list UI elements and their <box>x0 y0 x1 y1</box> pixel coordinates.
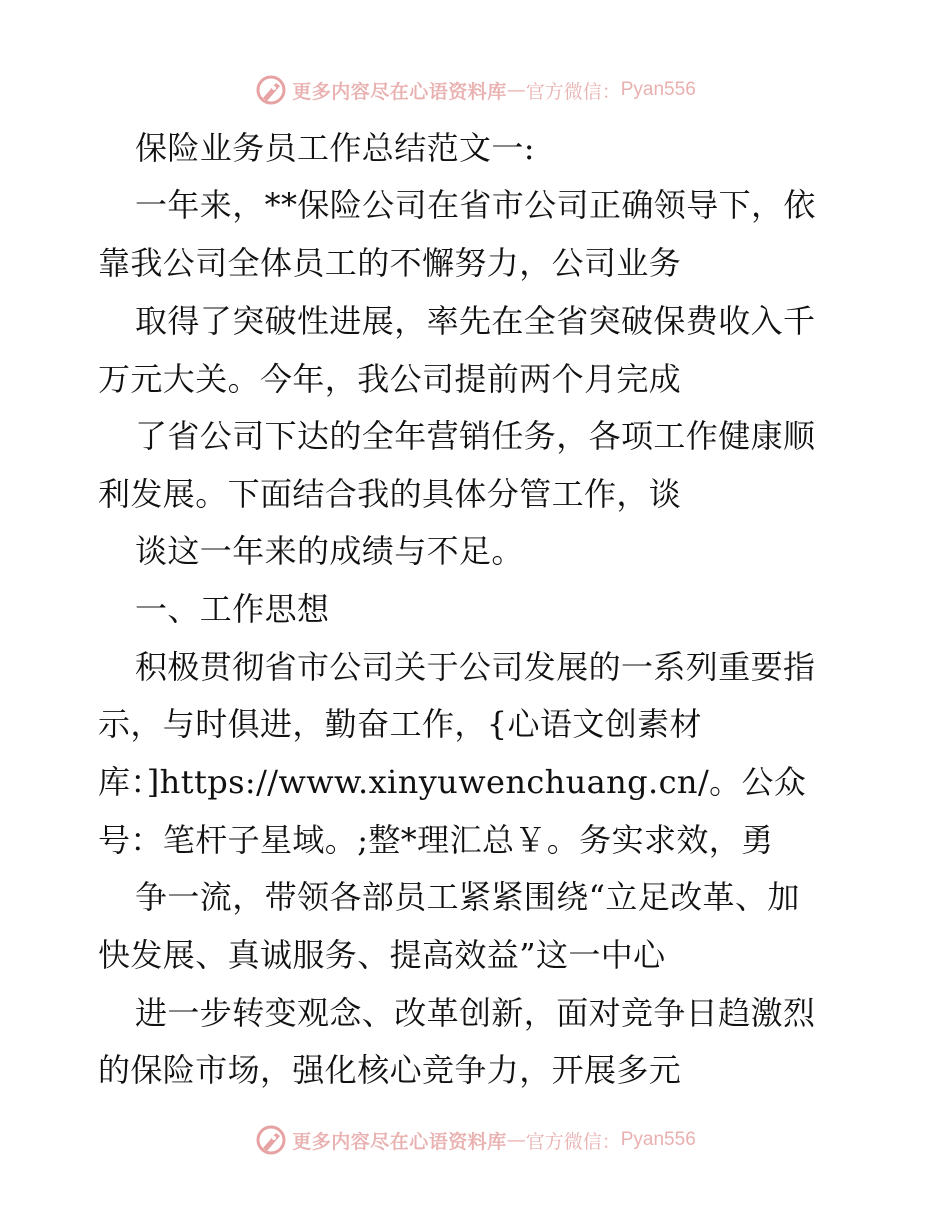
doc-line-6: 利发展。下面结合我的具体分管工作，谈 <box>98 475 682 513</box>
doc-line-14: 快发展、真诚服务、提高效益”这一中心 <box>98 936 666 974</box>
watermark-main-text: 更多内容尽在心语资料库 <box>292 1130 507 1153</box>
pen-logo-icon <box>254 1123 288 1157</box>
watermark-dash: — <box>506 79 526 101</box>
doc-line-9: 积极贯彻省市公司关于公司发展的一系列重要指 <box>135 648 816 686</box>
doc-section-heading: 一、工作思想 <box>135 590 330 628</box>
watermark-wechat-id: Pyan556 <box>620 1129 696 1150</box>
watermark-side-text: 官方微信： <box>525 80 621 103</box>
doc-line-1: 一年来，**保险公司在省市公司正确领导下，依 <box>135 186 816 224</box>
doc-line-5: 了省公司下达的全年营销任务，各项工作健康顺 <box>135 417 816 455</box>
watermark-dash: — <box>506 1129 526 1151</box>
doc-line-13: 争一流，带领各部员工紧紧围绕“立足改革、加 <box>135 878 800 916</box>
header-watermark <box>0 70 950 110</box>
doc-title: 保险业务员工作总结范文一: <box>135 129 535 167</box>
watermark-wechat-id: Pyan556 <box>620 79 696 100</box>
watermark-side-text: 官方微信： <box>525 1130 621 1153</box>
doc-line-4: 万元大关。今年，我公司提前两个月完成 <box>98 360 682 398</box>
doc-line-16: 的保险市场，强化核心竞争力，开展多元 <box>98 1051 682 1089</box>
doc-line-2: 靠我公司全体员工的不懈努力，公司业务 <box>98 244 682 282</box>
doc-line-7: 谈这一年来的成绩与不足。 <box>135 532 524 570</box>
doc-line-15: 进一步转变观念、改革创新，面对竞争日趋激烈 <box>135 994 816 1032</box>
doc-line-3: 取得了突破性进展，率先在全省突破保费收入千 <box>135 302 816 340</box>
pen-logo-icon <box>254 73 288 107</box>
doc-line-12: 号：笔杆子星域。;整*理汇总￥。务实求效，勇 <box>98 821 774 859</box>
watermark-main-text: 更多内容尽在心语资料库 <box>292 80 507 103</box>
doc-line-10: 示，与时俱进，勤奋工作，{心语文创素材 <box>98 705 702 743</box>
doc-line-11: 库：]https://www.xinyuwenchuang.cn/。公众 <box>98 763 807 801</box>
footer-watermark <box>0 1120 950 1160</box>
